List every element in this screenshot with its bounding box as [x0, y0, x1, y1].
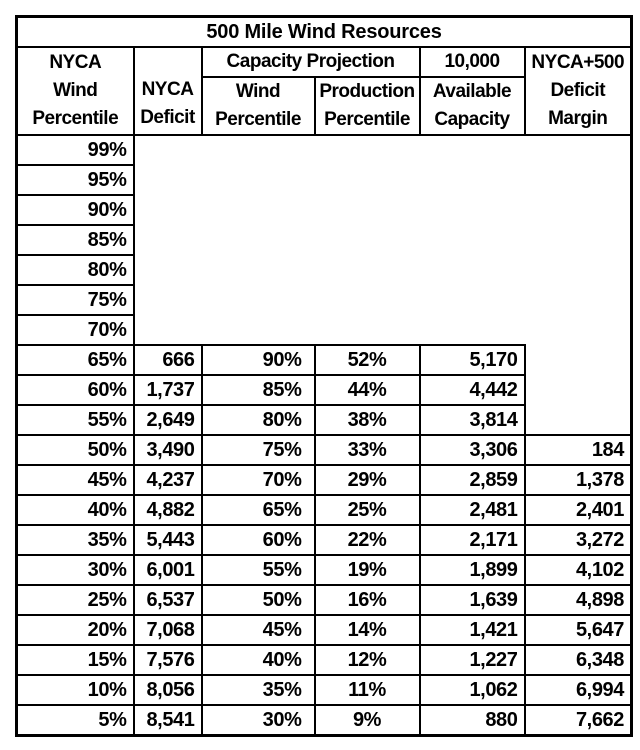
- cell-projection-production-percentile: 22%: [315, 525, 420, 555]
- table-row: [17, 645, 632, 675]
- cell-projection-production-percentile: 38%: [315, 405, 420, 435]
- cell-deficit-margin: 4,102: [525, 555, 632, 585]
- empty-cell: [525, 405, 632, 435]
- table-row: [17, 495, 632, 525]
- cell-deficit-margin: 1,378: [525, 465, 632, 495]
- cell-projection-production-percentile: 44%: [315, 375, 420, 405]
- cell-nyca-deficit: 8,056: [134, 675, 202, 705]
- cell-available-capacity: 2,859: [420, 465, 525, 495]
- table-row: [17, 195, 632, 225]
- header-capacity-projection: Capacity Projection: [202, 47, 420, 77]
- table-row: [17, 435, 632, 465]
- cell-available-capacity: 4,442: [420, 375, 525, 405]
- table-row: [17, 525, 632, 555]
- cell-nyca-wind-percentile: 60%: [17, 375, 134, 405]
- cell-nyca-wind-percentile: 75%: [17, 285, 134, 315]
- cell-deficit-margin: 4,898: [525, 585, 632, 615]
- header-line: Percentile: [32, 108, 119, 129]
- cell-available-capacity: 1,899: [420, 555, 525, 585]
- table-row: [17, 465, 632, 495]
- cell-available-capacity: 1,639: [420, 585, 525, 615]
- table-row: [17, 615, 632, 645]
- table-row: [17, 375, 632, 405]
- cell-nyca-wind-percentile: 30%: [17, 555, 134, 585]
- cell-projection-wind-percentile: 30%: [202, 705, 315, 736]
- cell-projection-wind-percentile: 85%: [202, 375, 315, 405]
- cell-projection-wind-percentile: 35%: [202, 675, 315, 705]
- cell-available-capacity: 880: [420, 705, 525, 736]
- cell-projection-wind-percentile: 50%: [202, 585, 315, 615]
- cell-projection-wind-percentile: 45%: [202, 615, 315, 645]
- cell-available-capacity: 2,171: [420, 525, 525, 555]
- table-row: [17, 225, 632, 255]
- cell-nyca-wind-percentile: 99%: [17, 135, 134, 165]
- cell-projection-wind-percentile: 40%: [202, 645, 315, 675]
- cell-projection-production-percentile: 29%: [315, 465, 420, 495]
- cell-projection-wind-percentile: 80%: [202, 405, 315, 435]
- table-row: [17, 135, 632, 165]
- cell-projection-production-percentile: 12%: [315, 645, 420, 675]
- cell-nyca-deficit: 8,541: [134, 705, 202, 736]
- header-line: Wind: [53, 80, 98, 101]
- cell-deficit-margin: 5,647: [525, 615, 632, 645]
- cell-projection-wind-percentile: 75%: [202, 435, 315, 465]
- header-line: Percentile: [215, 109, 301, 130]
- table-row: [17, 705, 632, 736]
- cell-projection-production-percentile: 33%: [315, 435, 420, 465]
- cell-projection-production-percentile: 52%: [315, 345, 420, 375]
- cell-nyca-wind-percentile: 95%: [17, 165, 134, 195]
- cell-nyca-deficit: 5,443: [134, 525, 202, 555]
- header-line: NYCA: [141, 79, 194, 100]
- cell-projection-wind-percentile: 55%: [202, 555, 315, 585]
- header-line: Production: [319, 81, 415, 102]
- cell-nyca-wind-percentile: 70%: [17, 315, 134, 345]
- cell-nyca-deficit: 2,649: [134, 405, 202, 435]
- table-header: [17, 17, 632, 136]
- cell-nyca-wind-percentile: 35%: [17, 525, 134, 555]
- cell-nyca-wind-percentile: 25%: [17, 585, 134, 615]
- header-line: NYCA: [49, 52, 102, 73]
- header-ten-thousand: 10,000: [420, 47, 525, 77]
- cell-projection-wind-percentile: 90%: [202, 345, 315, 375]
- cell-nyca-deficit: 7,576: [134, 645, 202, 675]
- header-line: Deficit: [550, 80, 606, 101]
- cell-projection-production-percentile: 14%: [315, 615, 420, 645]
- header-nyca-deficit: [134, 47, 202, 135]
- cell-nyca-deficit: 3,490: [134, 435, 202, 465]
- header-projection-production-percentile: [315, 77, 420, 135]
- header-line: Available: [432, 81, 512, 102]
- cell-available-capacity: 1,421: [420, 615, 525, 645]
- empty-cell: [134, 225, 632, 255]
- cell-projection-production-percentile: 11%: [315, 675, 420, 705]
- header-projection-wind-percentile: [202, 77, 315, 135]
- table-row: [17, 315, 632, 345]
- cell-nyca-wind-percentile: 20%: [17, 615, 134, 645]
- header-line: Deficit: [140, 107, 195, 128]
- cell-deficit-margin: 6,348: [525, 645, 632, 675]
- cell-nyca-wind-percentile: 5%: [17, 705, 134, 736]
- empty-cell: [134, 285, 632, 315]
- cell-deficit-margin: 3,272: [525, 525, 632, 555]
- cell-nyca-deficit: 1,737: [134, 375, 202, 405]
- table-row: [17, 255, 632, 285]
- cell-deficit-margin: 184: [525, 435, 632, 465]
- cell-projection-production-percentile: 16%: [315, 585, 420, 615]
- cell-nyca-wind-percentile: 50%: [17, 435, 134, 465]
- empty-cell: [134, 255, 632, 285]
- cell-projection-production-percentile: 9%: [315, 705, 420, 736]
- cell-deficit-margin: 2,401: [525, 495, 632, 525]
- cell-nyca-wind-percentile: 90%: [17, 195, 134, 225]
- cell-deficit-margin: 7,662: [525, 705, 632, 736]
- table-row: [17, 285, 632, 315]
- header-available-capacity: [420, 77, 525, 135]
- table-row: [17, 165, 632, 195]
- table-row: [17, 405, 632, 435]
- cell-nyca-wind-percentile: 80%: [17, 255, 134, 285]
- cell-projection-production-percentile: 25%: [315, 495, 420, 525]
- cell-nyca-wind-percentile: 45%: [17, 465, 134, 495]
- cell-nyca-deficit: 6,537: [134, 585, 202, 615]
- header-nyca-wind-percentile: [17, 47, 134, 135]
- table-row: [17, 345, 632, 375]
- cell-nyca-wind-percentile: 15%: [17, 645, 134, 675]
- header-line: NYCA+500: [531, 52, 625, 73]
- empty-cell: [134, 315, 632, 345]
- cell-available-capacity: 3,814: [420, 405, 525, 435]
- cell-deficit-margin: 6,994: [525, 675, 632, 705]
- table-title: 500 Mile Wind Resources: [17, 17, 632, 48]
- cell-nyca-deficit: 6,001: [134, 555, 202, 585]
- cell-nyca-deficit: 7,068: [134, 615, 202, 645]
- table-row: [17, 585, 632, 615]
- cell-nyca-deficit: 4,882: [134, 495, 202, 525]
- cell-nyca-wind-percentile: 40%: [17, 495, 134, 525]
- empty-cell: [134, 195, 632, 225]
- header-line: Margin: [548, 108, 608, 129]
- table-body: [17, 135, 632, 736]
- cell-projection-wind-percentile: 65%: [202, 495, 315, 525]
- header-nyca-plus-500-margin: [525, 47, 632, 135]
- empty-cell: [134, 165, 632, 195]
- cell-available-capacity: 5,170: [420, 345, 525, 375]
- cell-available-capacity: 2,481: [420, 495, 525, 525]
- cell-nyca-wind-percentile: 10%: [17, 675, 134, 705]
- cell-available-capacity: 1,062: [420, 675, 525, 705]
- cell-projection-wind-percentile: 60%: [202, 525, 315, 555]
- title-row: [17, 17, 632, 48]
- wind-resources-table: [15, 15, 633, 737]
- header-line: Capacity: [434, 109, 510, 130]
- cell-nyca-wind-percentile: 65%: [17, 345, 134, 375]
- empty-cell: [134, 135, 632, 165]
- cell-projection-production-percentile: 19%: [315, 555, 420, 585]
- table-row: [17, 555, 632, 585]
- cell-nyca-wind-percentile: 85%: [17, 225, 134, 255]
- cell-available-capacity: 3,306: [420, 435, 525, 465]
- cell-nyca-deficit: 666: [134, 345, 202, 375]
- empty-cell: [525, 345, 632, 375]
- cell-available-capacity: 1,227: [420, 645, 525, 675]
- header-row-1: [17, 47, 632, 77]
- header-line: Wind: [235, 81, 281, 102]
- cell-nyca-wind-percentile: 55%: [17, 405, 134, 435]
- table-row: [17, 675, 632, 705]
- cell-projection-wind-percentile: 70%: [202, 465, 315, 495]
- cell-nyca-deficit: 4,237: [134, 465, 202, 495]
- empty-cell: [525, 375, 632, 405]
- header-line: Percentile: [324, 109, 410, 130]
